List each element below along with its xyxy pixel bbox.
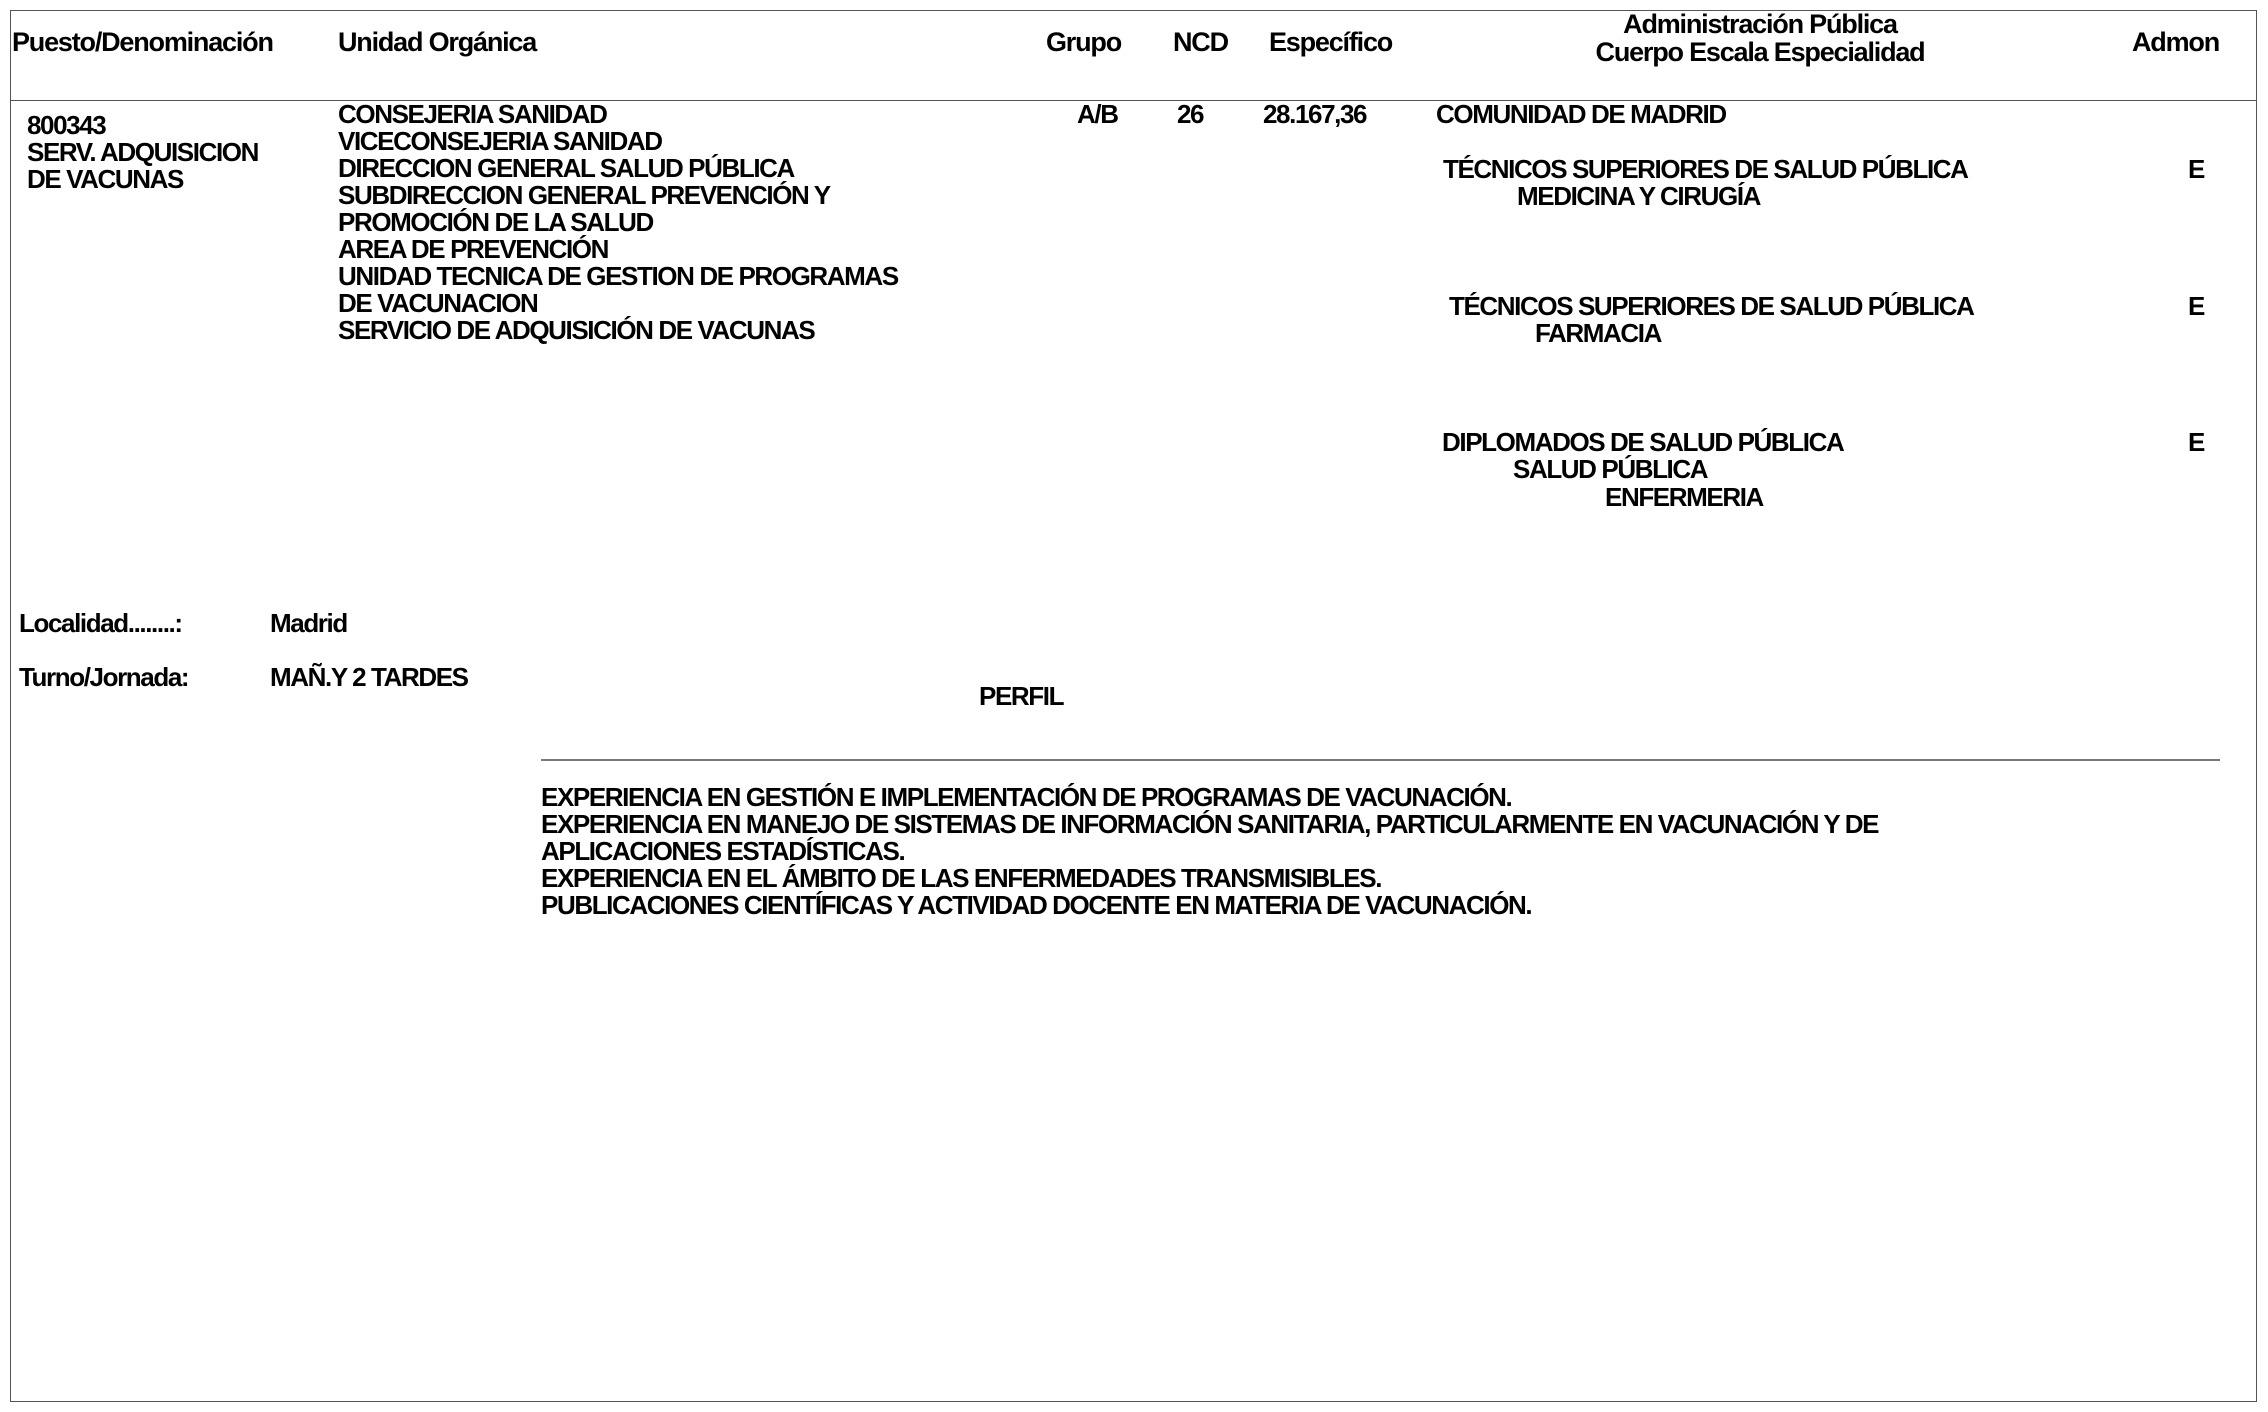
localidad-value: Madrid bbox=[270, 608, 347, 638]
escala-3: SALUD PÚBLICA bbox=[1513, 454, 1708, 484]
unidad-line-6: AREA DE PREVENCIÓN bbox=[338, 234, 608, 264]
ncd-value: 26 bbox=[1177, 99, 1204, 129]
unidad-line-9: SERVICIO DE ADQUISICIÓN DE VACUNAS bbox=[338, 315, 815, 345]
unidad-line-7: UNIDAD TECNICA DE GESTION DE PROGRAMAS bbox=[338, 261, 898, 291]
perfil-line-3: APLICACIONES ESTADÍSTICAS. bbox=[541, 836, 905, 866]
unidad-line-8: DE VACUNACION bbox=[338, 288, 538, 318]
perfil-line-2: EXPERIENCIA EN MANEJO DE SISTEMAS DE INFORMACIÓN SANITARIA, PARTICULARMENTE EN VACUNACIÓN Y DE bbox=[541, 809, 1879, 839]
cuerpo-3: DIPLOMADOS DE SALUD PÚBLICA bbox=[1442, 427, 1844, 457]
especifico-value: 28.167,36 bbox=[1263, 99, 1367, 129]
perfil-rule bbox=[541, 759, 2220, 761]
unidad-line-5: PROMOCIÓN DE LA SALUD bbox=[338, 207, 653, 237]
header-unidad: Unidad Orgánica bbox=[338, 27, 537, 57]
perfil-line-4: EXPERIENCIA EN EL ÁMBITO DE LAS ENFERMEDADES TRANSMISIBLES. bbox=[541, 863, 1382, 893]
cuerpo-1: TÉCNICOS SUPERIORES DE SALUD PÚBLICA bbox=[1443, 154, 1968, 184]
puesto-denominacion-line1: SERV. ADQUISICION bbox=[27, 137, 258, 167]
unidad-line-4: SUBDIRECCION GENERAL PREVENCIÓN Y bbox=[338, 180, 830, 210]
admon-3: E bbox=[2188, 427, 2204, 457]
especialidad-2: FARMACIA bbox=[1535, 318, 1662, 348]
perfil-title: PERFIL bbox=[979, 681, 1064, 711]
turno-value: MAÑ.Y 2 TARDES bbox=[270, 662, 468, 692]
turno-label: Turno/Jornada: bbox=[19, 662, 189, 692]
header-admin-line2: Cuerpo Escala Especialidad bbox=[1595, 37, 1925, 67]
header-especifico: Específico bbox=[1269, 27, 1393, 57]
header-admon: Admon bbox=[2132, 27, 2219, 57]
especialidad-1: MEDICINA Y CIRUGÍA bbox=[1517, 181, 1761, 211]
unidad-line-3: DIRECCION GENERAL SALUD PÚBLICA bbox=[338, 153, 794, 183]
administracion-value: COMUNIDAD DE MADRID bbox=[1436, 99, 1726, 129]
header-admin-line1: Administración Pública bbox=[1623, 9, 1897, 39]
perfil-line-1: EXPERIENCIA EN GESTIÓN E IMPLEMENTACIÓN DE PROGRAMAS DE VACUNACIÓN. bbox=[541, 782, 1512, 812]
header-ncd: NCD bbox=[1173, 27, 1228, 57]
puesto-denominacion-line2: DE VACUNAS bbox=[27, 164, 183, 194]
perfil-line-5: PUBLICACIONES CIENTÍFICAS Y ACTIVIDAD DOCENTE EN MATERIA DE VACUNACIÓN. bbox=[541, 890, 1532, 920]
unidad-line-1: CONSEJERIA SANIDAD bbox=[338, 99, 607, 129]
puesto-codigo: 800343 bbox=[27, 110, 106, 140]
unidad-line-2: VICECONSEJERIA SANIDAD bbox=[338, 126, 662, 156]
grupo-value: A/B bbox=[1077, 99, 1118, 129]
header-puesto: Puesto/Denominación bbox=[12, 27, 273, 57]
especialidad-3: ENFERMERIA bbox=[1605, 482, 1763, 512]
cuerpo-2: TÉCNICOS SUPERIORES DE SALUD PÚBLICA bbox=[1449, 291, 1974, 321]
localidad-label: Localidad........: bbox=[19, 608, 182, 638]
admon-2: E bbox=[2188, 291, 2204, 321]
admon-1: E bbox=[2188, 154, 2204, 184]
header-grupo: Grupo bbox=[1046, 27, 1121, 57]
